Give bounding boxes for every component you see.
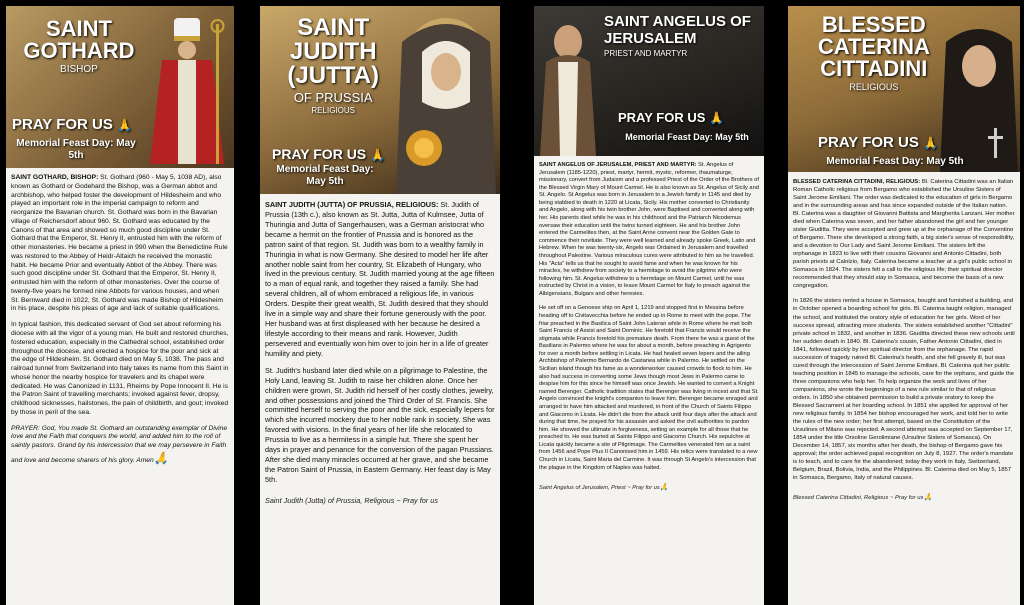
bio-paragraph: Bl. Caterina Cittadini was an Italian Roman Catholic religious from Bergamo who established the Ursuline Sisters of Saint Jerome Emiliani. The order was dedicated to the education of girls in Bergamo and in the surrounding areas and has since expanded outside of the Italian nation. Bl. Caterina was a daughter of Giovanni Battista and Margherita Lanzani. Her mother died when Caterina was seven, and her father abandoned the girl and her younger sister Giuditta. They were accepted and grew up at the orphanage of the Conventino of Bergamo. There she developed a strong faith, a big sister's sense of responsibility, and a devotion to Our Lady and Saint Jerome Emiliani. The sisters left the orphanage in 1823 to live with their cousins Giovanni and Antonio Cittadini, both parish priests at Calolzio, Italy. Caterina became a teacher at a girl's public school in Somasca in 1824. The sisters felt a call to the religious life; their spiritual director recommended that they should stay in Somasca, and become the basis of a new congregation. — [793, 179, 1015, 290]
closing-prayer: Saint Angelus of Jerusalem, Priest ~ Pray for us🙏 — [539, 484, 669, 492]
saint-name: SAINT ANGELUS OF JERUSALEM — [604, 13, 751, 47]
saint-gothard-panel — [6, 6, 234, 605]
bio-paragraph: St. Judith of Prussia (13th c.), also known as St. Jutta, Jutta of Kulmsee, Jutta of Thuringia and Jutta of Sangerhausen, was a German aristocrat who became a hermit on the frontier of Prussia and is honored as the patron saint of that region. St. Judith was born to a wealthy family in Thuringia in what is now Germany. She desired to model her life after another noble saint from her country, St. Elizabeth of Hungary, who lived in the previous century. St. Judith married young at the age fifteen to a man of equal rank, and together they raised a family. She had several children, all of whom embraced a religious life, in various Orders. Despite their great wealth, St. Judith desired that they should live in a simple way and share their fortune generously with the poor. Her husband was at first displeased with her because he desired a lifestyle according to their means and rank. However, Judith persevered and eventually won him over to join her in a life of greater humility and piety. — [265, 200, 495, 358]
bio-paragraph: In 1826 the sisters rented a house in Somasca, bought and furnished a building, and in October opened a boarding school for girls. Bl. Caterina taught religion, managed the school, and instituted the oratory style of education for her girls. Word of her success spread, attracting more students. The sisters established another "Cittadini" private school in 1832, and another in 1836. Giuditta directed these new schools until her sudden death in 1840. Bl. Caterina's cousin, Father Antonio Cittadini, died in 1841, followed quickly by her spiritual director from the orphanage. The rapid succession of tragedy ruined Bl. Caterina's health, and she fell gravely ill, but was cured through the intercession of Saint Jerome Emiliani. Bl. Caterina quit her public teaching position in 1845 to manage the schools, care for the orphans, and guide the three companions who help her. To help organize the work and lives of her companions, she wrote the beginnings of a new rule similar to that of religious orders. In 1850 she obtained permission to build a private oratory to keep the Blessed Sacrament at her boarding school. In 1851 she applied for approval of her new religious family. In 1854 her bishop encouraged her work, and told her to write the rules of the new order; her first attempt, based on the Constitution of the Ursulines of Milano was rejected. A second attempt was accepted on September 17, 1854 under the title Orsoline Gerolimiane (Ursuline Sisters of Somasca). On December 14, 1857, six months after her death, the bishop of Bergamo gave his approval; the order achieved papal recognition on July 8, 1927. The order's mandate is to teach, and to care for the abandoned; today they work in Italy, Switzerland, Belgium, Brazil, Bolivia, India, and the Philippines. Bl. Caterina died on May 5, 1857 in Somasca, Bergamo, Italy of natural causes. — [793, 298, 1015, 482]
monk-figure-icon — [536, 14, 600, 156]
bio-paragraph: St. Gothard (960 - May 5, 1038 AD), also known as Gothard or Godehard the Bishop, was a German abbot and archbishop, who helped foster the development of Hildesheim and who played an important role in the imperial campaign to reform and reorganize the Bavarian church. St. Gothard was born in the Bavarian village of Reichersdorf about 960. St. Gothard was educated by the Canons of that area and showed so much good discipline under St. Gothard that the Emperor, St. Henry II, entrusted him with the reform of other monasteries. He became a priest in 990 when the Benedictine Rule was restored to the Abbey of Heidr-Altaich he received the monastic habit. He became Prior and eventually Abbot of the Abbey. There was such good discipline under St. Gothard that the Emperor, St. Henry II, entrusted him with the reform of other monasteries. Over the course of twenty-five years he formed nine Abbots for various houses, and when St. Bernward died in 1022, St. Gothard was made Bishop of Hildesheim in his place, despite his pleas of age and lack of suitable qualifications. — [11, 174, 228, 313]
saint-name: SAINT JUDITH (JUTTA) — [287, 14, 379, 89]
hero-image — [534, 6, 764, 156]
saint-role: PRIEST AND MARTYR — [604, 49, 688, 58]
pray-for-us: PRAY FOR US 🙏 — [818, 134, 938, 151]
bishop-figure-icon — [144, 14, 232, 168]
bio-paragraph: St. Angelus of Jerusalem (1185-1220), priest, martyr, hermit, mystic, reformer, thaumaturge, missionary, convert from Judaism and a professed Priest of the Order of the Brothers of the Blessed Virgin Mary of Mount Carmel. He is also known as St. Angelus of Sicily and St. Angelo. St Angelus was born in Jerusalem to a Jewish family in 1145 and died by being stabbed to death in 1220 at Licata, Sicily. His mother converted to Christianity and Angelo, along with his twin brother John, were Baptised and converted along with her. His parents died while he was in his childhood and the Patriarch Nicodemus oversaw their education until the twins turned eighteen. He and his brother John entered the Carmelites then, at the Saint Anne convent near the Golden Gate to commence their novitiate. They were well learned and already spoke Greek, Latin and Hebrew. When he was twenty-six, Angelo was Ordained in Jerusalem and travelled throughout Palestine. Various miraculous cures were attributed to him as he travelled. His "Acta" tells us that he sought to avoid fame and when he was known for his miracles, he withdrew from society to a hermitage to avoid the pilgrims who were following him. St. Angelus withdrew to a hermitage on Mount Carmel, until he was instructed by Christ in a vision, to leave Mount Carmel for Italy to preach against the Albigensians, Bulgars and other heresies. — [539, 162, 759, 297]
saint-role: RELIGIOUS — [849, 82, 899, 92]
bio-lead: SAINT ANGELUS OF JERUSALEM, PRIEST AND MARTYR: — [539, 162, 697, 168]
biography — [6, 168, 234, 478]
praying-hands-icon: 🙏 — [923, 494, 933, 502]
closing-prayer: Blessed Caterina Cittadini, Religious ~ Pray for us🙏 — [793, 494, 933, 502]
hero-image — [6, 6, 234, 168]
hero-title — [6, 18, 152, 75]
saint-name: BLESSED CATERINA CITTADINI — [817, 12, 930, 81]
blessed-caterina-panel — [788, 6, 1020, 605]
feast-day: Memorial Feast Day: May 5th — [625, 132, 749, 142]
closing-prayer: Saint Judith (Jutta) of Prussia, Religious ~ Pray for us — [265, 495, 438, 505]
pray-for-us: PRAY FOR US 🙏 — [618, 110, 724, 125]
feast-day: Memorial Feast Day: May 5th — [276, 164, 374, 187]
hero-image — [788, 6, 1020, 172]
bio-lead: SAINT GOTHARD, BISHOP: — [11, 174, 99, 181]
praying-hands-icon: 🙏 — [153, 450, 169, 465]
praying-hands-icon: 🙏 — [370, 148, 385, 162]
praying-hands-icon: 🙏 — [709, 111, 724, 125]
bio-lead: SAINT JUDITH (JUTTA) OF PRUSSIA, RELIGIOUS: — [265, 200, 439, 209]
bio-paragraph: St. Judith's husband later died while on a pilgrimage to Palestine, the Holy Land, leaving St. Judith to raise her children alone. Once her children were grown, St. Judith rid herself of her costly clothes, jewelry, and other possessions and joined the Third Order of St. Francis. She committed herself to serving the poor and the sick, especially lepers for which she incurred mockery due to her noble rank in society. She was favored with visions. In the final years of her life she relocated to Prussia to live as a hermitess in a simple hut. There she spent her days in prayer and penance for the conversion of the pagan Prussians. After she died many miracles occurred at her grave, and she became the Patron Saint of Prussia, in Eastern Germany. Her feast day is May 5th. — [265, 365, 495, 484]
pray-for-us: PRAY FOR US 🙏 — [272, 146, 385, 162]
hero-title — [788, 14, 960, 92]
saint-role: RELIGIOUS — [311, 106, 355, 115]
hero-title — [604, 14, 764, 59]
bio-paragraph: In typical fashion, this dedicated servant of God set about reforming his diocese with all the vigor of a young man. He built and restored churches, fostered education, especially in the Cathedral school, established order throughout the diocese, and erected a hospice for the poor and sick at the edge of Hildesheim. St. Gothard died on May 5, 1038. The pass and railroad tunnel from Switzerland into Italy takes its name from this Saint in whose honor the nearby hospice for travelers and its chapel were dedicated. He was Canonized in 1131, Rheims by Pope Innocent II. He is the Patron Saint of travelling merchants; invoked against fever, dropsy, childhood sicknesses, hailstones, the pain of childbirth, and gout; invoked by those in peril of the sea. — [11, 321, 229, 416]
biography — [260, 194, 500, 496]
biography — [788, 172, 1020, 493]
praying-hands-icon: 🙏 — [923, 136, 938, 150]
biography — [534, 156, 764, 483]
saint-angelus-panel — [534, 6, 764, 605]
saint-role: BISHOP — [60, 64, 98, 75]
bio-paragraph: He set off on a Genoese ship on April 1, 1219 and stopped first in Messina before heading off to Civitavecchia before he ended up in Rome to meet with the pope. The friar preached in the Basilica of Saint John Lateran while in Rome where he met both Saint Francis of Assisi and Saint Dominic. He foretold that Francis would receive the stigmata while Francis foretold his premature death. From there he was a guest of the Basilians in Palermo where he was for about a month, before preaching in Agrigento for over a month before settling in Licata. He had healed seven lepers and the ailing Archbishop of Palermo Bernardo de Castanea while in Palermo. He settled on the Sicilian island though his fame as a wonderworker caused crowds to flock to him. He also had success in converting some Jews though most Jews in Palermo came to despise him for this since he himself was once Jewish. He wanted to convert a Knight named Berenger. Catholic tradition states that Berenger was living in incest and that St. Angelo convinced the knight's companion to leave him. Berenger became enraged and arranged to have him attacked and murdered, in front of the Church of Saints Filippo and Giacomo in Licata. He didn't die from the attack until four days after the attack and during that time, he prayed for his assassin and asked the civil authorities to pardon him. He showed the ultimate in forgiveness, setting an example for all those that he preached to. He was buried at Saints Filippo and Giacomo Church. His sepulchre at Licata quickly became a site of Pilgrimage. The Carmelites venerated him as a saint from 1456 and Pope Pius II Canonised him in 1459. His relics were translated to a new Church in Licata, Saint Maria del Carmine. It was through St Angelo's intercession that the plague in the Kingdom of Naples was halted. — [539, 305, 759, 471]
saint-origin: OF PRUSSIA — [293, 90, 373, 105]
hero-image — [260, 6, 500, 194]
feast-day: Memorial Feast Day: May 5th — [16, 138, 136, 161]
bio-lead: BLESSED CATERINA CITTADINI, RELIGIOUS: — [793, 179, 921, 185]
praying-hands-icon: 🙏 — [659, 484, 669, 492]
saint-name: SAINT GOTHARD — [23, 16, 135, 63]
feast-day: Memorial Feast Day: May 5th — [826, 156, 964, 167]
saint-judith-panel — [260, 6, 500, 605]
praying-hands-icon: 🙏 — [117, 118, 132, 132]
hero-title — [266, 16, 400, 115]
pray-for-us: PRAY FOR US 🙏 — [12, 116, 132, 133]
prayer-text: PRAYER: God, You made St. Gothard an outstanding exemplar of Divine love and the Faith that conquers the world, and added him to the roll of saintly pastors. Grand by his intercession that we may persevere in Faith and love and become sharers of his glory. Amen🙏 — [11, 424, 228, 465]
